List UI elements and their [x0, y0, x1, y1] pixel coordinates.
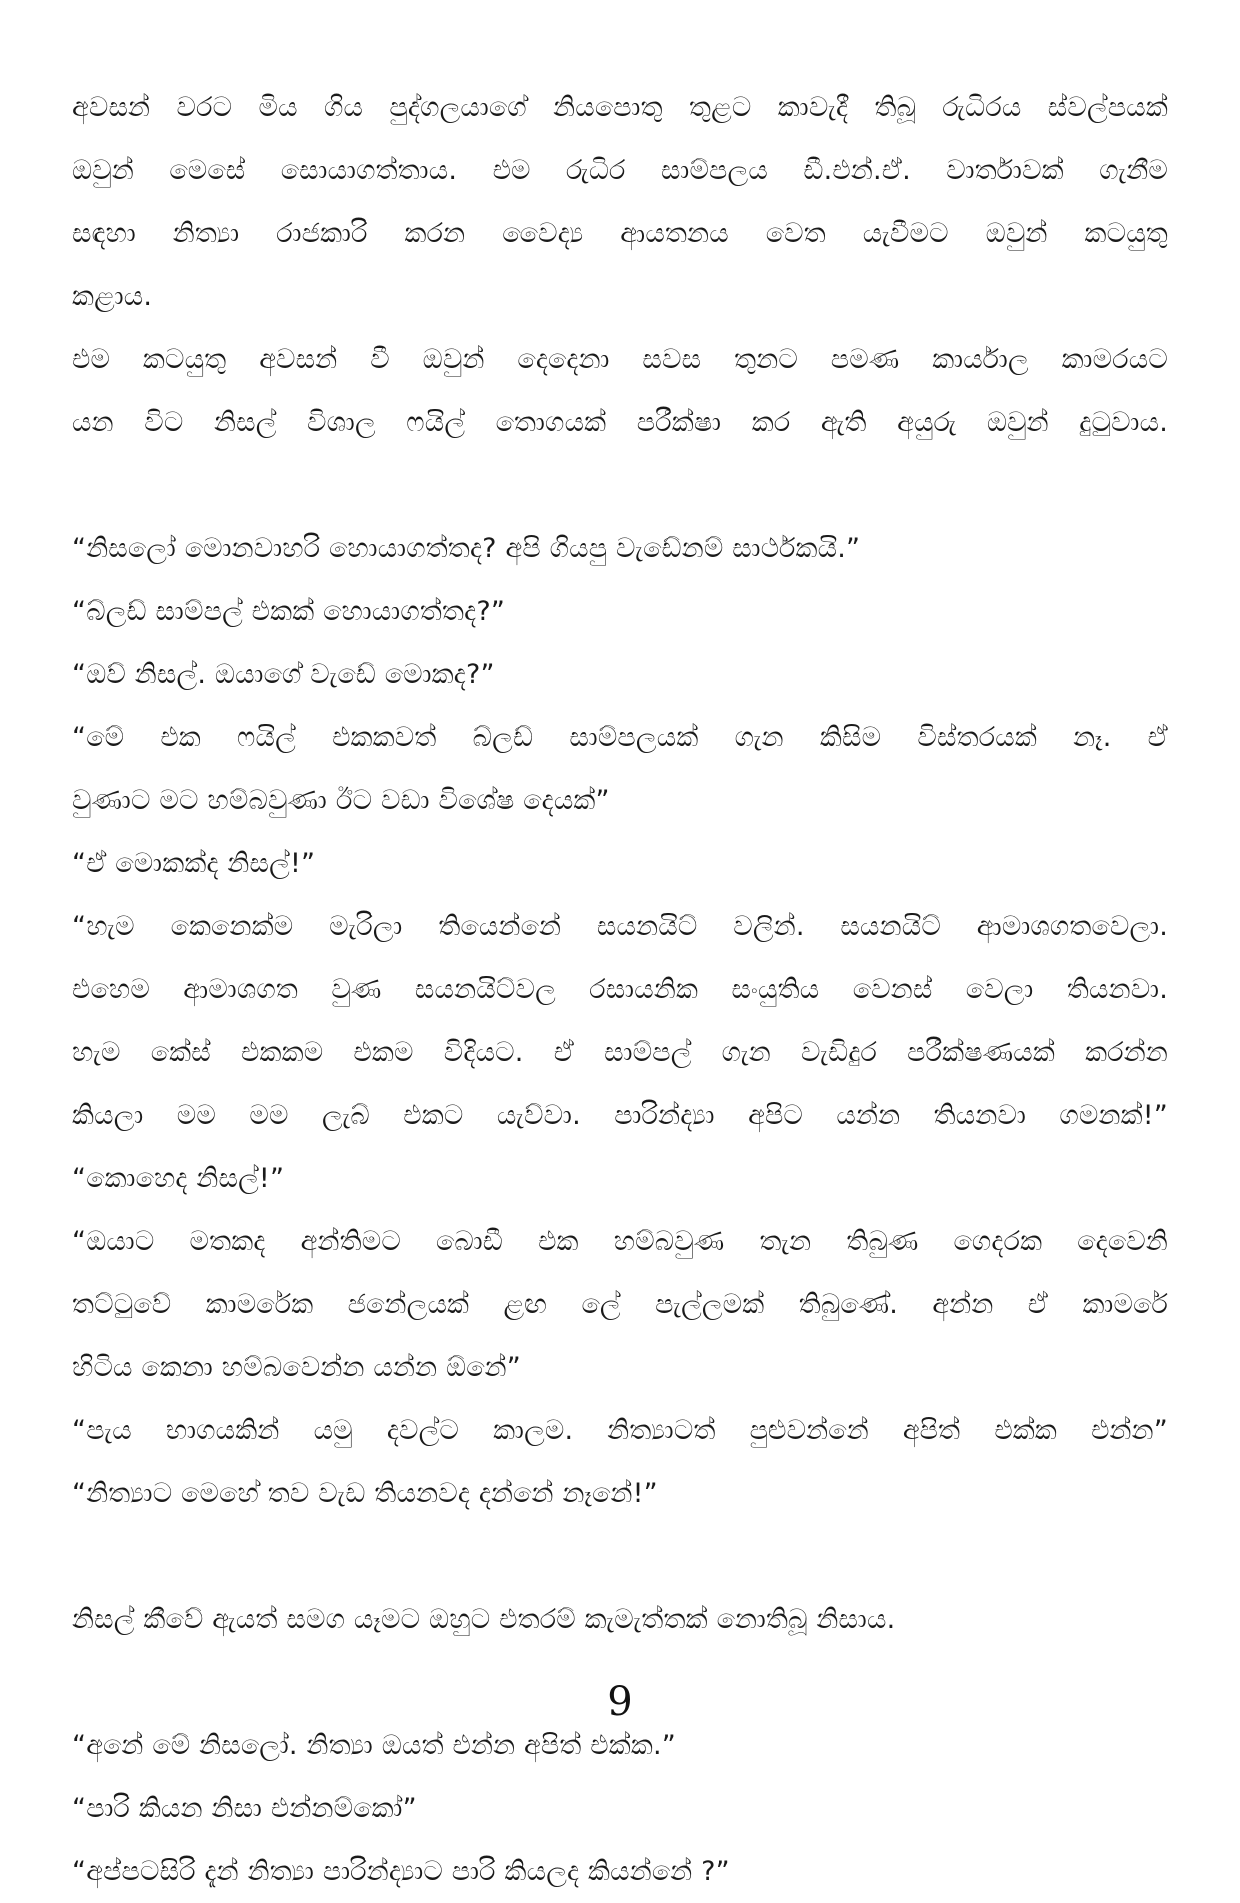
dialogue-line: “හැම කෙනෙක්ම මැරිලා තියෙන්නේ සයනයිට් වලින්. සයනයිට් ආමාශගතවෙලා. — [72, 911, 1168, 942]
dialogue-line: හිටිය කෙනා හම්බවෙන්න යන්න ඕනේ” — [72, 1352, 521, 1383]
paragraph-gap — [72, 454, 1168, 517]
text-line: නිසල් කීවේ ඇයත් සමග යෑමට ඔහුට එතරම් කැමැත්තක් නොතිබූ නිසාය. — [72, 1604, 896, 1635]
dialogue-line: හැම කේස් එකකම එකම විදියට. ඒ සාම්පල් ගැන වැඩිදුර පරීක්ෂණයක් කරන්න — [72, 1037, 1168, 1068]
body-text — [72, 76, 1168, 1903]
dialogue-line: “මේ එක ෆයිල් එකකවත් බ්ලඩ් සාම්පලයක් ගැන කිසිම විස්තරයක් නෑ. ඒ — [72, 722, 1168, 753]
dialogue-line: “බ්ලඩ් සාම්පල් එකක් හොයාගත්තද?” — [72, 596, 506, 627]
text-line: ඔවුන් මෙසේ සොයාගත්තාය. එම රුධිර සාම්පලය ඩී.එන්.ඒ. වාර්තාවක් ගැනීම — [72, 155, 1168, 186]
text-line: කළාය. — [72, 281, 153, 312]
dialogue-line: “ඔව් නිසල්. ඔයාගේ වැඩේ මොකද?” — [72, 659, 495, 690]
dialogue-line: වුණාට මට හම්බවුණා ඊට වඩා විශේෂ දෙයක්” — [72, 785, 610, 816]
text-line: යන විට නිසල් විශාල ෆයිල් තොගයක් පරීක්ෂා කර ඇති අයුරු ඔවුන් දුටුවාය. — [72, 407, 1168, 438]
dialogue-line: “කොහෙද නිසල්!” — [72, 1163, 285, 1194]
dialogue-line: “පාරි කියන නිසා එන්නම්කෝ” — [72, 1793, 417, 1824]
dialogue-line: තට්ටුවේ කාමරේක ජනේලයක් ළඟ ලේ පැල්ලමක් තිබුණේ. අන්න ඒ කාමරේ — [72, 1289, 1168, 1320]
dialogue-line: “ඔයාට මතකද අන්තිමට බොඩී එක හම්බවුණ තැන තිබුණ ගෙදරක දෙවෙනි — [72, 1226, 1168, 1257]
dialogue-line: “අප්පටසිරි දැන් නිත්‍යා පාරින්ද්‍යාට පාරි කියලද කියන්නේ ?” — [72, 1856, 730, 1887]
text-line: සඳහා නිත්‍යා රාජකාරි කරන වෛද්‍ය ආයතනය වෙත යැවීමට ඔවුන් කටයුතු — [72, 218, 1168, 249]
dialogue-line: කියලා මම මම ලැබ් එකට යැව්වා. පාරින්ද්‍යා අපිට යන්න තියනවා ගමනක්!” — [72, 1100, 1168, 1131]
text-line: අවසන් වරට මිය ගිය පුද්ගලයාගේ නියපොතු තුළට කාවැදී තිබූ රුධිරය ස්වල්පයක් — [72, 92, 1168, 123]
page-number: 9 — [607, 1679, 633, 1725]
text-line: එම කටයුතු අවසන් වී ඔවුන් දෙදෙනා සවස තුනට පමණ කාර්යාල කාමරයට — [72, 344, 1168, 375]
dialogue-line: “අනේ මේ නිසලෝ. නිත්‍යා ඔයත් එන්න අපිත් එක්ක.” — [72, 1730, 676, 1761]
dialogue-line: “නිසලෝ මොනවාහරි හොයාගත්තද? අපි ගියපු වැඩේනම් සාර්ථකයි.” — [72, 533, 861, 564]
paragraph-gap — [72, 1525, 1168, 1588]
dialogue-line: “ඒ මොකක්ද නිසල්!” — [72, 848, 316, 879]
dialogue-line: “පැය භාගයකින් යමු දවල්ට කාලම. නිත්‍යාටත් පුළුවන්නේ අපිත් එක්ක එන්න” — [72, 1415, 1168, 1446]
dialogue-line: එහෙම ආමාශගත වුණ සයනයිට්වල රසායනික සංයුතිය වෙනස් වෙලා තියනවා. — [72, 974, 1168, 1005]
dialogue-line: “නිත්‍යාට මෙහේ තව වැඩ තියනවද දන්නේ නෑනේ!” — [72, 1478, 658, 1509]
